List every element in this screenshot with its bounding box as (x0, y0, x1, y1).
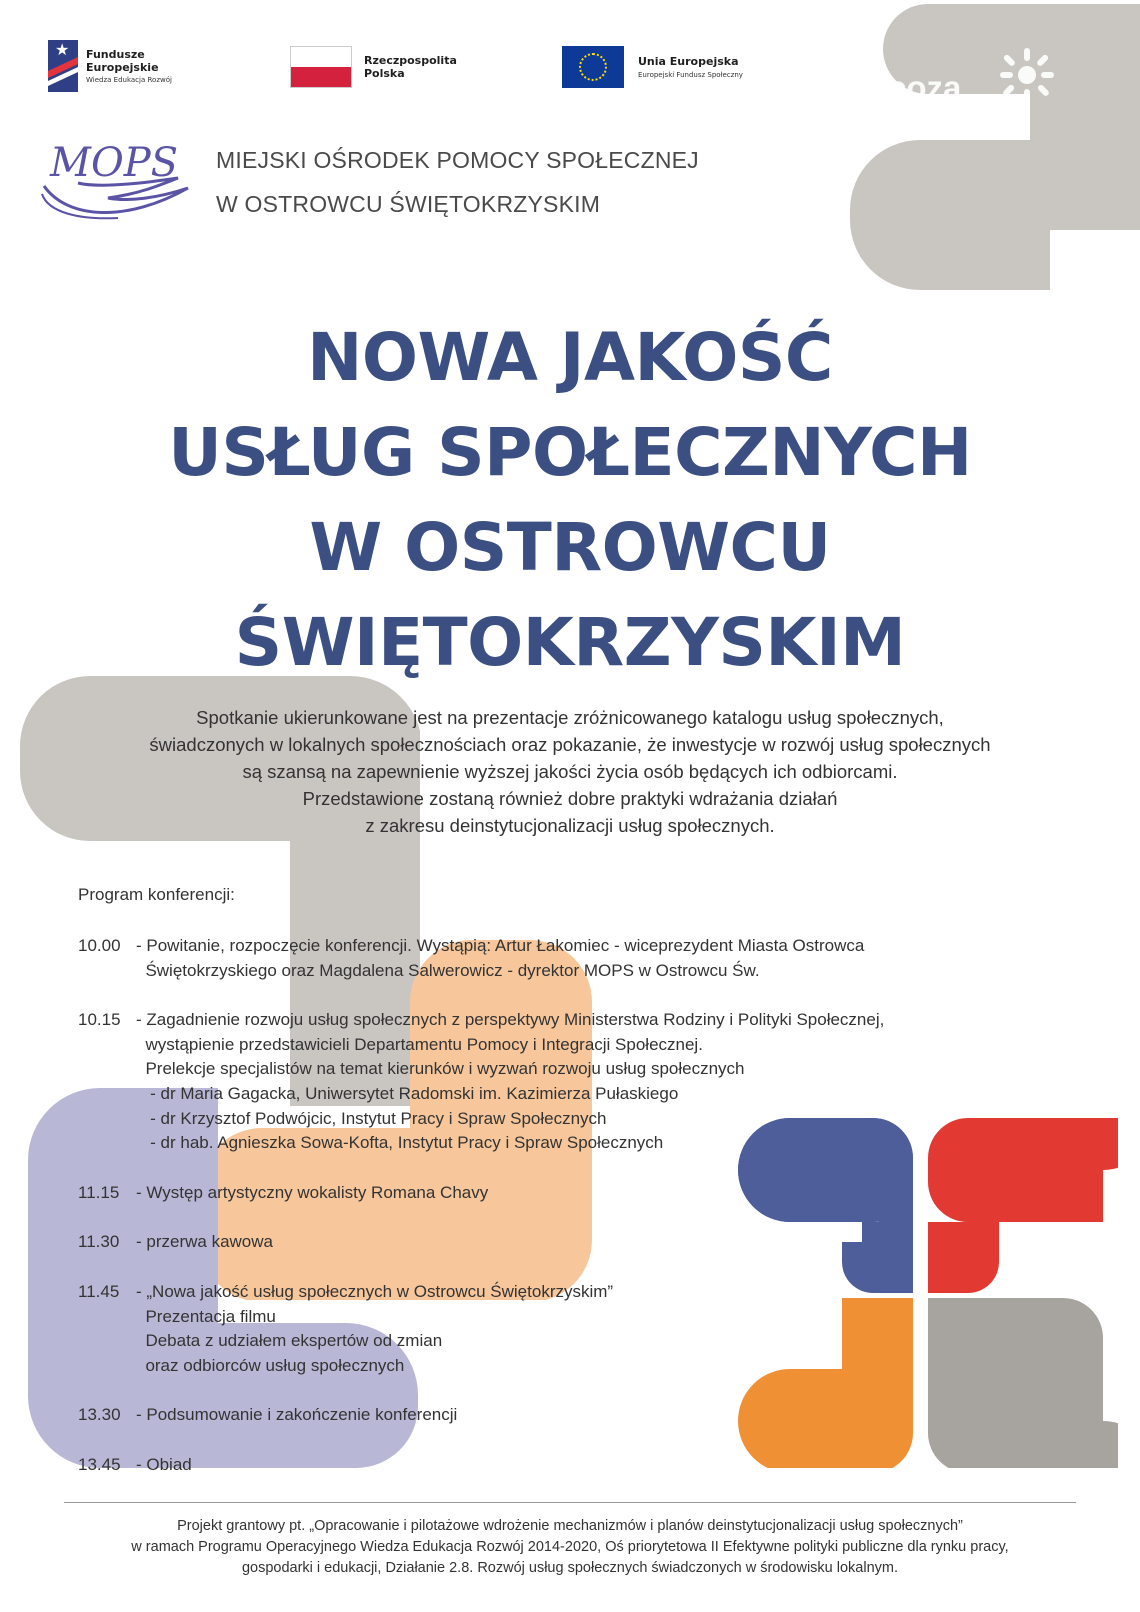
intro-line: są szansą na zapewnienie wyższej jakości życia osób będących ich odbiorcami. (242, 761, 898, 782)
agenda-line: - Powitanie, rozpoczęcie konferencji. Wystąpią: Artur Łakomiec - wiceprezydent Miasta Ostrowca (136, 936, 865, 955)
eu-flag-icon (562, 46, 624, 88)
agenda-time: 11.15 (78, 1182, 120, 1202)
top-right-decorative-shape (840, 0, 1140, 300)
funds-line1: Fundusze (86, 48, 145, 61)
mops-logo-text: MOPS (50, 140, 179, 186)
agenda-item (78, 1280, 998, 1378)
intro-line: Przedstawione zostaną również dobre praktyki wdrażania działań (302, 788, 838, 809)
sun-watermark-icon (1000, 48, 1054, 102)
agenda-time: 10.15 (78, 1010, 121, 1030)
footer-line: gospodarki i edukacji, Działanie 2.8. Rozwój usług społecznych świadczonych w środowisku lokalnym. (241, 1560, 899, 1576)
mops-hand-logo (38, 128, 198, 220)
agenda-line: - „Nowa jakość usług społecznych w Ostrowcu Świętokrzyskim” (136, 1281, 614, 1301)
institution-line1: MIEJSKI OŚRODEK POMOCY SPOŁECZNEJ (216, 147, 699, 173)
agenda-item (78, 1453, 998, 1478)
agenda-item (78, 934, 998, 983)
institution-name (216, 138, 699, 226)
agenda-line: wystąpienie przedstawicieli Departamentu Pomocy i Integracji Społecznej. (136, 1034, 703, 1054)
agenda-time: 11.45 (78, 1281, 120, 1301)
agenda-item (78, 1008, 998, 1156)
european-funds-logo (48, 40, 172, 92)
agenda-line: - Zagadnienie rozwoju usług społecznych z perspektywy Ministerstwa Rodziny i Polityki Społecznej, (136, 1010, 885, 1030)
footer-line: Projekt grantowy pt. „Opracowanie i pilotażowe wdrożenie mechanizmów i planów deinstytucjonalizacji usług społecznych” (177, 1518, 963, 1534)
footer-note (0, 1516, 1140, 1579)
eu-logo (562, 46, 743, 88)
footer-divider (64, 1502, 1076, 1503)
polish-flag-icon (290, 46, 352, 88)
agenda-item (78, 1403, 998, 1428)
page-title (0, 310, 1140, 690)
funds-line2: Europejskie (86, 61, 159, 74)
title-line1: NOWA JAKOŚĆ (307, 319, 833, 396)
eu-line2: Europejski Fundusz Społeczny (638, 71, 743, 79)
poland-line2: Polska (364, 67, 405, 80)
agenda-line: - przerwa kawowa (136, 1232, 273, 1252)
footer-line: w ramach Programu Operacyjnego Wiedza Edukacja Rozwój 2014-2020, Oś priorytetowa II Efektywne polityki publiczne dla rynku pracy, (131, 1539, 1009, 1555)
agenda-line: - Występ artystyczny wokalisty Romana Chavy (136, 1182, 489, 1202)
title-line4: ŚWIĘTOKRZYSKIM (234, 604, 906, 681)
agenda-line: Debata z udziałem ekspertów od zmian (136, 1331, 443, 1351)
program-heading: Program konferencji: (78, 885, 235, 904)
agenda-time: 13.30 (78, 1405, 121, 1425)
title-line2: USŁUG SPOŁECZNYCH (168, 414, 972, 491)
agenda-line: oraz odbiorców usług społecznych (136, 1355, 405, 1375)
agenda-item (78, 1181, 998, 1206)
site-watermark (888, 69, 978, 141)
intro-paragraph (60, 704, 1080, 839)
intro-line: z zakresu deinstytucjonalizacji usług społecznych. (365, 815, 775, 836)
intro-line: świadczonych w lokalnych społecznościach oraz pokazanie, że inwestycje w rozwój usług społecznych (149, 734, 991, 755)
agenda-time: 11.30 (78, 1232, 120, 1252)
agenda-line: - Podsumowanie i zakończenie konferencji (136, 1405, 458, 1425)
agenda-line: Świętokrzyskiego oraz Magdalena Salwerowicz - dyrektor MOPS w Ostrowcu Św. (136, 960, 760, 980)
agenda-time: 13.45 (78, 1454, 121, 1474)
institution-line2: W OSTROWCU ŚWIĘTOKRZYSKIM (216, 191, 601, 217)
agenda-list (78, 934, 998, 1503)
agenda-line: Prezentacja filmu (136, 1306, 276, 1326)
agenda-line: Prelekcje specjalistów na temat kierunków i wyzwań rozwoju usług społecznych (136, 1059, 745, 1079)
eu-line1: Unia Europejska (638, 55, 739, 68)
agenda-item (78, 1230, 998, 1255)
watermark-line1: coza (888, 69, 962, 106)
european-funds-mark-icon: ★ (48, 40, 78, 92)
agenda-line: - dr Maria Gagacka, Uniwersytet Radomski im. Kazimierza Pułaskiego (136, 1083, 679, 1103)
agenda-time: 10.00 (78, 936, 121, 955)
agenda-line: - dr hab. Agnieszka Sowa-Kofta, Instytut Pracy i Spraw Społecznych (136, 1133, 664, 1153)
poland-logo (290, 46, 457, 88)
poland-line1: Rzeczpospolita (364, 54, 457, 67)
funds-line3: Wiedza Edukacja Rozwój (86, 76, 172, 84)
agenda-line: - Obiad (136, 1454, 192, 1474)
agenda-line: - dr Krzysztof Podwójcic, Instytut Pracy i Spraw Społecznych (136, 1108, 607, 1128)
watermark-suffix: .pl (953, 114, 978, 136)
watermark-line2: tiwn (888, 101, 954, 138)
title-line3: W OSTROWCU (309, 509, 831, 586)
intro-line: Spotkanie ukierunkowane jest na prezentacje zróżnicowanego katalogu usług społecznych, (196, 707, 944, 728)
